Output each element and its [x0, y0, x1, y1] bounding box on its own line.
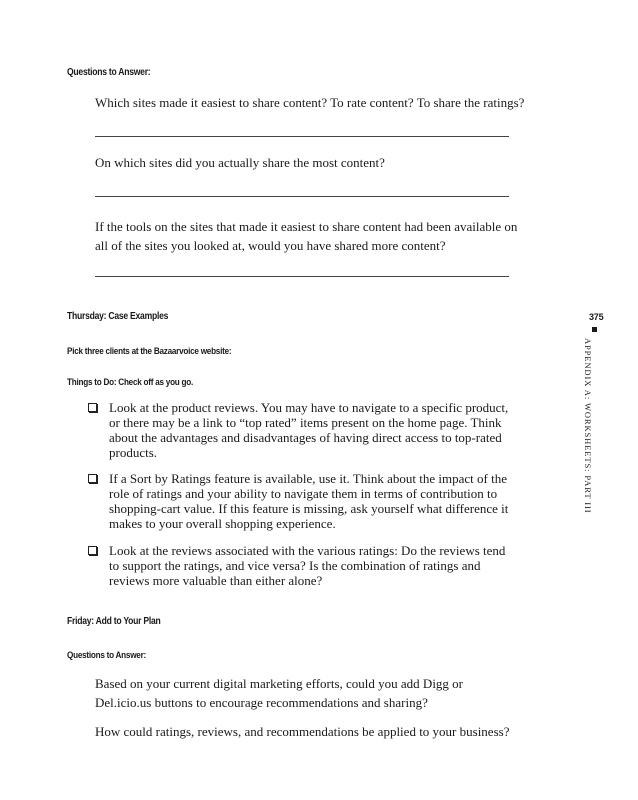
thursday-heading: Thursday: Case Examples — [67, 311, 169, 322]
page-number: 375 — [589, 312, 604, 322]
clients-subheading: Pick three clients at the Bazaarvoice website: — [67, 346, 232, 357]
question-text: Which sites made it easiest to share content? To rate content? To share the ratings? — [95, 95, 525, 110]
checkbox-icon[interactable] — [88, 403, 97, 412]
answer-line[interactable] — [95, 136, 509, 137]
todo-text: Look at the product reviews. You may have to navigate to a specific product, or there may be a link to “top rated” items present on the home page. Think about the advantages and disadvantages of having direct access to top-rated products. — [109, 400, 509, 460]
answer-line[interactable] — [95, 276, 509, 277]
friday-questions-heading: Questions to Answer: — [67, 650, 146, 661]
todo-text: If a Sort by Ratings feature is available, use it. Think about the impact of the role of ratings and your ability to navigate them in terms of contribution to shopping-cart value. If this feature is missing, ask yourself what difference it makes to your overall shopping experience. — [109, 471, 509, 531]
running-title: APPENDIX A: WORKSHEETS: PART III — [583, 338, 593, 514]
square-bullet-icon — [592, 327, 597, 332]
questions-heading: Questions to Answer: — [67, 67, 151, 78]
checkbox-icon[interactable] — [88, 474, 97, 483]
question-text: On which sites did you actually share the most content? — [95, 155, 385, 170]
todo-heading: Things to Do: Check off as you go. — [67, 377, 194, 388]
running-head — [583, 312, 607, 512]
question-text: How could ratings, reviews, and recommendations be applied to your business? — [95, 724, 510, 739]
question-text: Based on your current digital marketing efforts, could you add Digg or Del.icio.us buttons to encourage recommendations and sharing? — [95, 676, 464, 710]
todo-text: Look at the reviews associated with the various ratings: Do the reviews tend to support the ratings, and vice versa? Is the combination of ratings and reviews more valuable than either alone? — [109, 543, 506, 588]
question-text: If the tools on the sites that made it easiest to share content had been available on all of the sites you looked at, would you have shared more content? — [95, 219, 518, 253]
checkbox-icon[interactable] — [88, 546, 97, 555]
answer-line[interactable] — [95, 196, 509, 197]
friday-heading: Friday: Add to Your Plan — [67, 616, 161, 627]
